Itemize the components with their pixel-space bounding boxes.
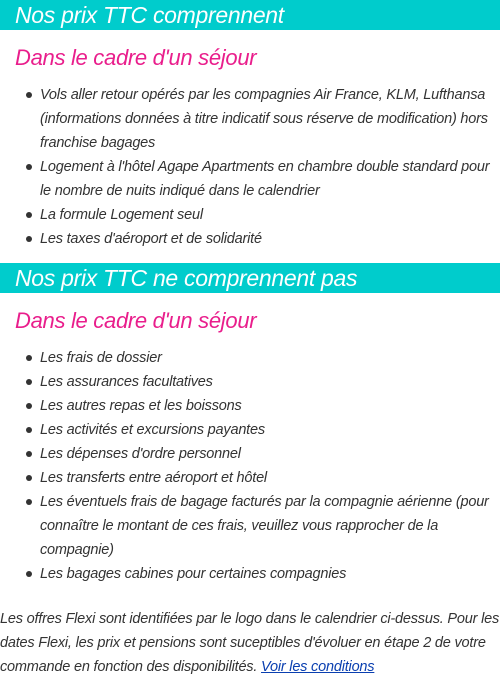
bullet-icon	[26, 92, 32, 98]
bullet-icon	[26, 571, 32, 577]
list-item	[40, 203, 500, 227]
includes-subtitle: Dans le cadre d'un séjour	[15, 45, 257, 70]
list-item-text: Les frais de dossier	[40, 350, 162, 366]
includes-section	[0, 0, 500, 263]
bullet-icon	[26, 427, 32, 433]
list-item	[40, 490, 500, 562]
excludes-header: Nos prix TTC ne comprennent pas	[0, 263, 500, 293]
bullet-icon	[26, 499, 32, 505]
list-item	[40, 155, 500, 203]
conditions-link[interactable]: Voir les conditions	[261, 659, 375, 675]
bullet-icon	[26, 475, 32, 481]
bullet-icon	[26, 451, 32, 457]
list-item	[40, 466, 500, 490]
list-item	[40, 346, 500, 370]
list-item-text: Les taxes d'aéroport et de solidarité	[40, 231, 262, 247]
list-item	[40, 442, 500, 466]
list-item	[40, 370, 500, 394]
list-item-text: Les transferts entre aéroport et hôtel	[40, 470, 267, 486]
excludes-subtitle: Dans le cadre d'un séjour	[15, 308, 257, 333]
bullet-icon	[26, 212, 32, 218]
list-item-text: Les bagages cabines pour certaines compagnies	[40, 566, 347, 582]
list-item-text: La formule Logement seul	[40, 207, 203, 223]
excludes-section	[0, 263, 500, 586]
bullet-icon	[26, 403, 32, 409]
flexi-note-text: Les offres Flexi sont identifiées par le logo dans le calendrier ci-dessus. Pour les dates Flexi, les prix et pensions sont suceptibles d'évoluer en étape 2 de votre commande en fonction des disponibilités.	[0, 611, 500, 675]
list-item-text: Les autres repas et les boissons	[40, 398, 242, 414]
list-item-text: Les dépenses d'ordre personnel	[40, 446, 241, 462]
list-item	[40, 394, 500, 418]
list-item	[40, 83, 500, 155]
bullet-icon	[26, 236, 32, 242]
flexi-note	[0, 607, 500, 679]
list-item-text: Les assurances facultatives	[40, 374, 213, 390]
list-item	[40, 562, 500, 586]
bullet-icon	[26, 164, 32, 170]
list-item	[40, 418, 500, 442]
list-item-text: Les éventuels frais de bagage facturés par la compagnie aérienne (pour connaître le montant de ces frais, veuillez vous rapprocher de la compagnie)	[40, 494, 489, 558]
list-item-text: Les activités et excursions payantes	[40, 422, 265, 438]
list-item-text: Vols aller retour opérés par les compagnies Air France, KLM, Lufthansa (informations données à titre indicatif sous réserve de modification) hors franchise bagages	[40, 87, 488, 151]
includes-header: Nos prix TTC comprennent	[0, 0, 500, 30]
excludes-list	[0, 346, 500, 586]
bullet-icon	[26, 355, 32, 361]
list-item	[40, 227, 500, 251]
bullet-icon	[26, 379, 32, 385]
includes-list	[0, 83, 500, 251]
list-item-text: Logement à l'hôtel Agape Apartments en chambre double standard pour le nombre de nuits indiqué dans le calendrier	[40, 159, 490, 199]
